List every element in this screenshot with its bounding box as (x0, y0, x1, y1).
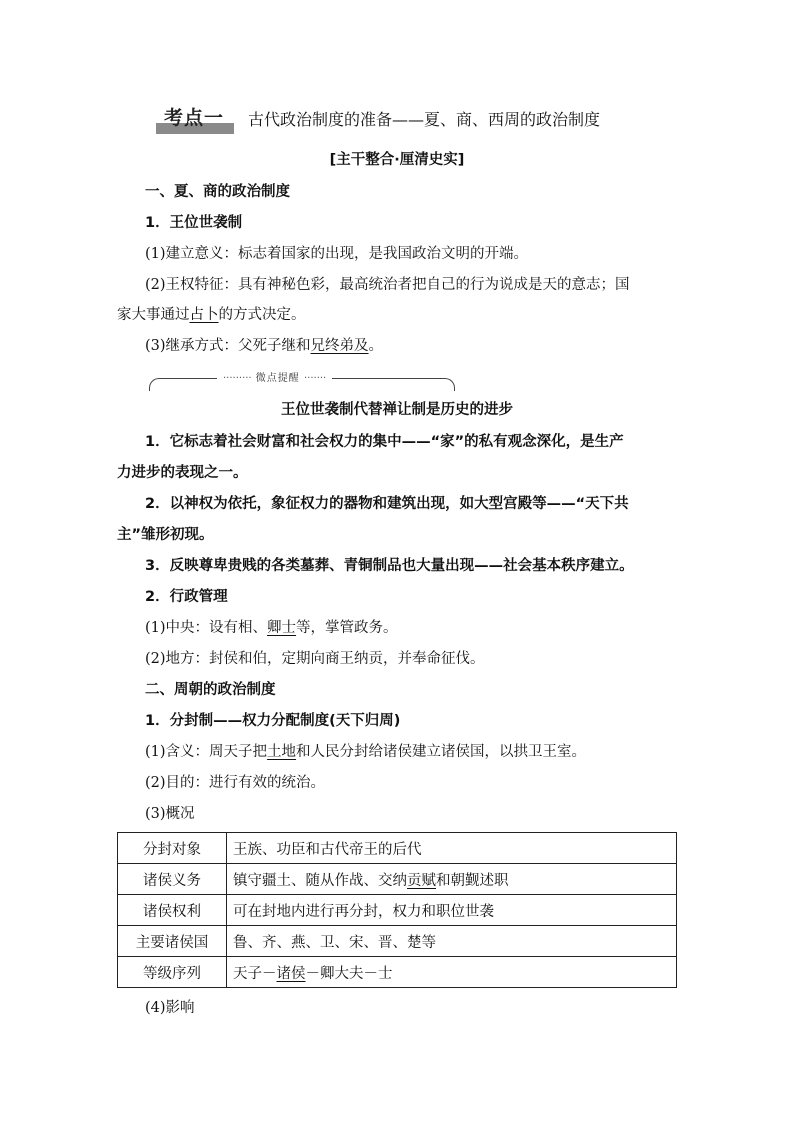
table-row (118, 833, 677, 864)
item2-p1: (1)中央：设有相、卿士等，掌管政务。 (145, 620, 398, 636)
item2-p2: (2)地方：封侯和伯，定期向商王纳贡，并奉命征伐。 (145, 651, 485, 667)
table-cell-value: 镇守疆土、随从作战、交纳贡赋和朝觐述职 (227, 864, 677, 895)
table-cell-value: 王族、功臣和古代帝王的后代 (227, 833, 677, 864)
item1-p3: (3)继承方式：父死子继和兄终弟及。 (145, 338, 384, 354)
table-cell-head: 分封对象 (118, 833, 227, 864)
table-row (118, 895, 677, 926)
keyword-succession: 兄终弟及 (310, 338, 369, 354)
heading-title: 古代政治制度的准备——夏、商、西周的政治制度 (248, 109, 601, 129)
topic-badge: 考点一 (156, 105, 234, 131)
tip-p2-line2: 主”雏形初现。 (117, 527, 214, 543)
section2-p1: (1)含义：周天子把土地和人民分封给诸侯建立诸侯国，以拱卫王室。 (145, 744, 587, 760)
table-cell-value: 天子－诸侯－卿大夫－士 (227, 957, 677, 988)
tip-label: 微点提醒 (255, 373, 300, 384)
table-cell-head: 诸侯权利 (118, 895, 227, 926)
item2-title: 2．行政管理 (145, 589, 228, 605)
item1-p1: (1)建立意义：标志着国家的出现，是我国政治文明的开端。 (145, 246, 529, 262)
table-row (118, 957, 677, 988)
feudal-overview-table (117, 832, 677, 988)
tip-p1-line2: 力进步的表现之一。 (117, 465, 248, 481)
tip-p1-line1: 1．它标志着社会财富和社会权力的集中——“家”的私有观念深化，是生产 (145, 434, 624, 450)
subtitle: [主干整合·厘清史实] (329, 152, 465, 168)
table-cell-head: 诸侯义务 (118, 864, 227, 895)
table-cell-value: 可在封地内进行再分封，权力和职位世袭 (227, 895, 677, 926)
tip-title: 王位世袭制代替禅让制是历史的进步 (281, 402, 513, 418)
keyword-qingshi: 卿士 (267, 620, 297, 636)
item1-p2-line1: (2)王权特征：具有神秘色彩，最高统治者把自己的行为说成是天的意志；国 (145, 277, 630, 293)
table-cell-head: 主要诸侯国 (118, 926, 227, 957)
heading (156, 103, 600, 133)
section2-p4: (4)影响 (145, 1000, 195, 1016)
section2-title: 二、周朝的政治制度 (145, 682, 276, 698)
section2-item1-title: 1．分封制——权力分配制度(天下归周) (145, 713, 401, 729)
table-row (118, 926, 677, 957)
section2-p3: (3)概况 (145, 806, 195, 822)
keyword-land: 土地 (267, 744, 297, 760)
section2-p2: (2)目的：进行有效的统治。 (145, 775, 326, 791)
table-row (118, 864, 677, 895)
tip-p3: 3．反映尊卑贵贱的各类墓葬、青铜制品也大量出现——社会基本秩序建立。 (145, 558, 634, 574)
tip-p2-line1: 2．以神权为依托，象征权力的器物和建筑出现，如大型宫殿等——“天下共 (145, 496, 629, 512)
tip-header: ········· 微点提醒 ······· (149, 372, 453, 388)
table-cell-head: 等级序列 (118, 957, 227, 988)
section1-title: 一、夏、商的政治制度 (145, 184, 290, 200)
item1-title: 1．王位世袭制 (145, 215, 243, 231)
item1-p2-line2: 家大事通过占卜的方式决定。 (117, 307, 306, 323)
table-cell-value: 鲁、齐、燕、卫、宋、晋、楚等 (227, 926, 677, 957)
keyword-divination: 占卜 (189, 307, 219, 323)
